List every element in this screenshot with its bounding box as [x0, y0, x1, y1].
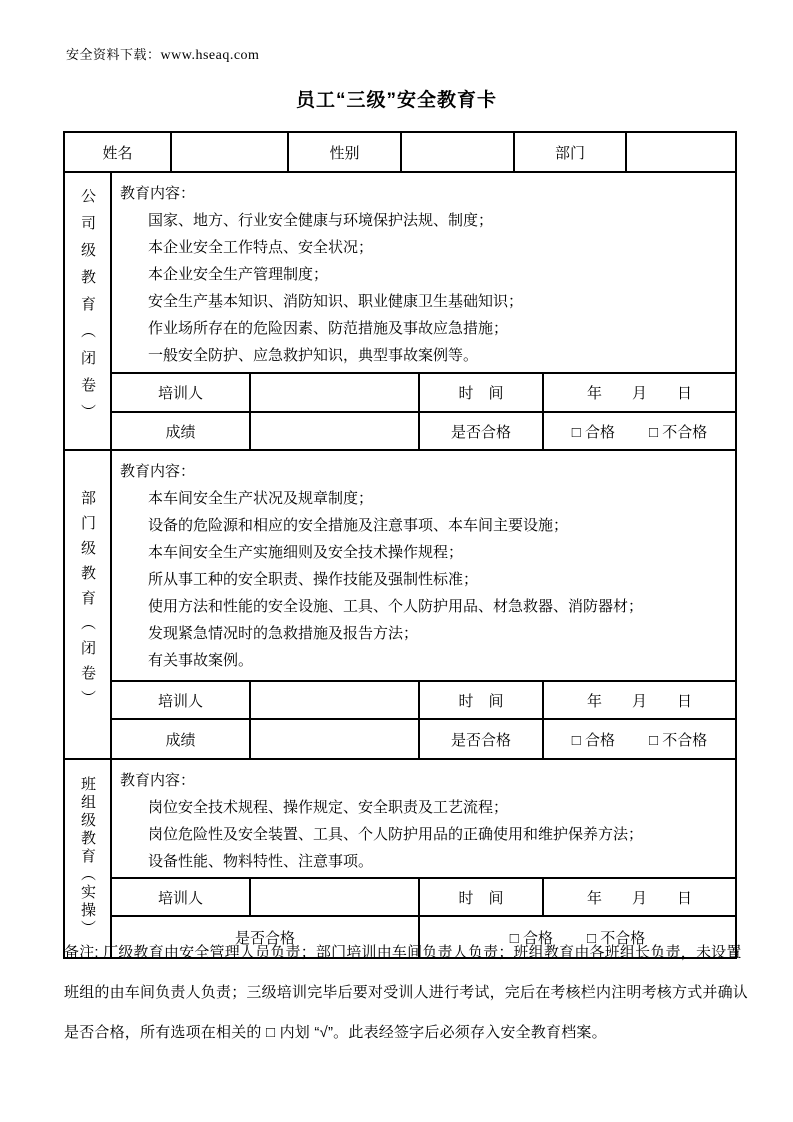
- pass-option-no: □ 不合格: [587, 929, 646, 947]
- department-education-content: [111, 450, 736, 681]
- trainer-value-cell: [250, 373, 419, 412]
- name-label-cell: 姓名: [64, 132, 171, 172]
- education-table: [63, 171, 737, 959]
- trainer-label-cell: 培训人: [111, 878, 250, 916]
- dept-label-cell: 部门: [514, 132, 626, 172]
- team-content-row: [64, 759, 736, 878]
- content-line: 岗位安全技术规程、操作规定、安全职责及工艺流程；: [148, 799, 509, 816]
- department-trainer-row: [64, 681, 736, 719]
- company-score-row: [64, 412, 736, 450]
- content-line: 发现紧急情况时的急救措施及报告方法；: [148, 625, 419, 642]
- site-url: www.hseaq.com: [160, 48, 260, 63]
- score-value-cell: [250, 412, 419, 450]
- pass-options-cell: [543, 719, 736, 759]
- pass-option-yes: □ 合格: [509, 929, 553, 947]
- content-line: 本车间安全生产实施细则及安全技术操作规程；: [148, 544, 464, 561]
- content-line: 本企业安全工作特点、安全状况；: [148, 239, 374, 256]
- content-line: 使用方法和性能的安全设施、工具、个人防护用品、材急救器、消防器材；: [148, 598, 644, 615]
- section-label-company: 公司级教育（闭卷）: [64, 172, 111, 450]
- content-line: 一般安全防护、应急救护知识，典型事故案例等。: [148, 347, 479, 364]
- download-note-label: 安全资料下载：: [66, 47, 161, 62]
- score-label-cell: 成绩: [111, 719, 250, 759]
- download-note: [66, 44, 259, 64]
- remarks: [64, 933, 754, 1053]
- score-label-cell: 成绩: [111, 412, 250, 450]
- date-cell: 年 月 日: [543, 878, 736, 916]
- trainer-value-cell: [250, 681, 419, 719]
- date-cell: 年 月 日: [543, 681, 736, 719]
- content-heading: 教育内容：: [120, 185, 196, 202]
- page-title: 员工“三级”安全教育卡: [295, 90, 497, 111]
- time-label-cell: 时 间: [419, 373, 543, 412]
- content-heading: 教育内容：: [120, 463, 196, 480]
- company-education-content: [111, 172, 736, 373]
- content-line: 设备的危险源和相应的安全措施及注意事项、本车间主要设施；: [148, 517, 569, 534]
- remarks-line: 班组的由车间负责人负责；三级培训完毕后要对受训人进行考试，完后在考核栏内注明考核方式并确认: [64, 984, 749, 1001]
- trainer-label-cell: 培训人: [111, 681, 250, 719]
- content-line: 国家、地方、行业安全健康与环境保护法规、制度；: [148, 212, 494, 229]
- pass-option-no: □ 不合格: [649, 423, 708, 441]
- pass-option-yes: □ 合格: [571, 423, 615, 441]
- company-trainer-row: [64, 373, 736, 412]
- content-line: 安全生产基本知识、消防知识、职业健康卫生基础知识；: [148, 293, 524, 310]
- trainer-value-cell: [250, 878, 419, 916]
- section-label-team: 班组级教育（实操）: [64, 759, 111, 958]
- name-value-cell: [171, 132, 288, 172]
- pass-label-cell: 是否合格: [419, 412, 543, 450]
- gender-value-cell: [401, 132, 514, 172]
- pass-option-no: □ 不合格: [649, 731, 708, 749]
- content-line: 所从事工种的安全职责、操作技能及强制性标准；: [148, 571, 479, 588]
- team-trainer-row: [64, 878, 736, 916]
- gender-label-cell: 性别: [288, 132, 401, 172]
- content-line: 作业场所存在的危险因素、防范措施及事故应急措施；: [148, 320, 509, 337]
- info-table: [63, 131, 737, 173]
- team-education-content: [111, 759, 736, 878]
- pass-option-yes: □ 合格: [571, 731, 615, 749]
- content-heading: 教育内容：: [120, 772, 196, 789]
- department-content-row: [64, 450, 736, 681]
- content-line: 设备性能、物料特性、注意事项。: [148, 853, 374, 870]
- date-cell: 年 月 日: [543, 373, 736, 412]
- dept-value-cell: [626, 132, 736, 172]
- section-label-department: 部门级教育（闭卷）: [64, 450, 111, 759]
- info-row: [64, 132, 736, 172]
- score-value-cell: [250, 719, 419, 759]
- remarks-line: 备注: 厂级教育由安全管理人员负责；部门培训由车间负责人负责；班组教育由各班组长负责，未设置: [64, 944, 742, 961]
- content-line: 岗位危险性及安全装置、工具、个人防护用品的正确使用和维护保养方法；: [148, 826, 644, 843]
- content-line: 本企业安全生产管理制度；: [148, 266, 329, 283]
- remarks-line: 是否合格，所有选项在相关的 □ 内划 “√”。此表经签字后必须存入安全教育档案。: [64, 1024, 607, 1041]
- pass-options-cell: [543, 412, 736, 450]
- content-line: 有关事故案例。: [148, 652, 254, 669]
- company-content-row: [64, 172, 736, 373]
- trainer-label-cell: 培训人: [111, 373, 250, 412]
- time-label-cell: 时 间: [419, 878, 543, 916]
- time-label-cell: 时 间: [419, 681, 543, 719]
- pass-label-cell: 是否合格: [419, 719, 543, 759]
- pass-label-cell: 是否合格: [111, 916, 419, 958]
- department-score-row: [64, 719, 736, 759]
- content-line: 本车间安全生产状况及规章制度；: [148, 490, 374, 507]
